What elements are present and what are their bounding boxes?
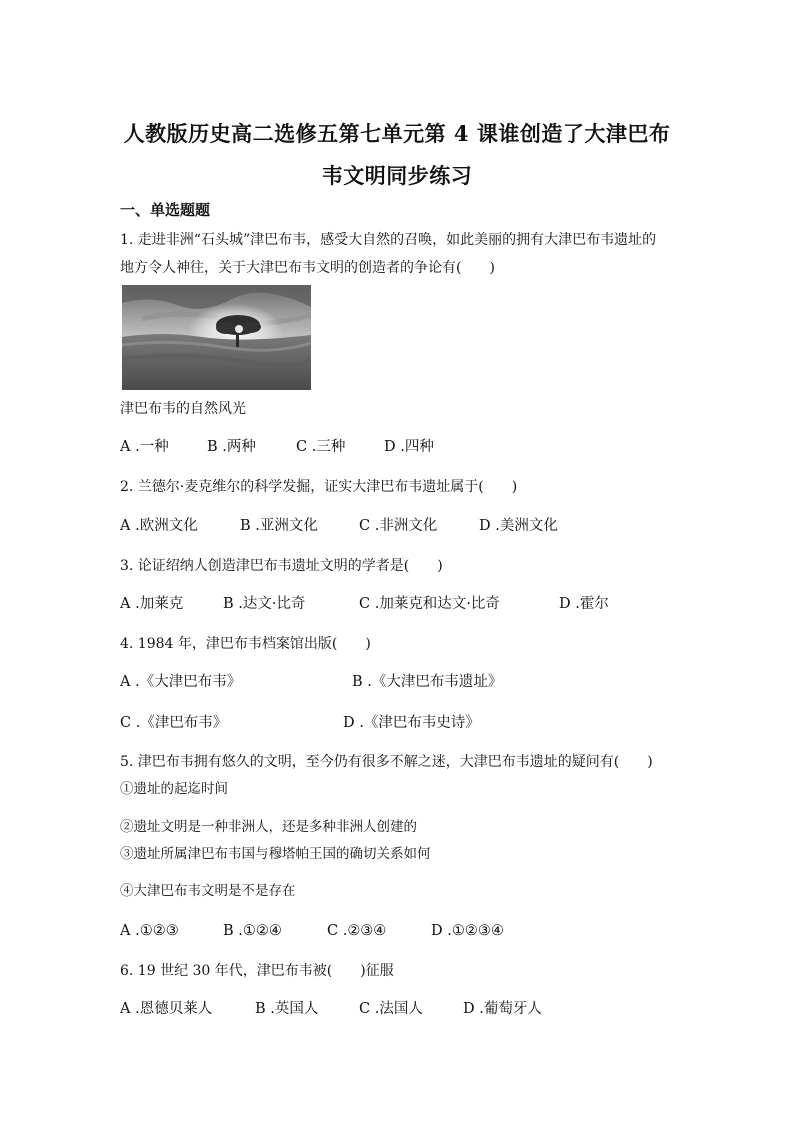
question-4-option-d: D .《津巴布韦史诗》 [343, 715, 480, 731]
question-5-item-1: ①遗址的起迄时间 [120, 781, 228, 797]
question-1-stem-line-2: 地方令人神往，关于大津巴布韦文明的创造者的争论有( ) [120, 260, 495, 276]
question-5-option-b: B .①②④ [223, 923, 282, 939]
question-5-option-c: C .②③④ [327, 923, 387, 939]
question-3-option-a: A .加莱克 [120, 596, 184, 612]
question-3-option-d: D .霍尔 [559, 596, 609, 612]
landscape-photo [122, 285, 311, 390]
question-1-stem-line-1: 1. 走进非洲“石头城”津巴布韦，感受大自然的召唤，如此美丽的拥有大津巴布韦遗址的 [120, 232, 657, 248]
question-2-option-c: C .非洲文化 [359, 518, 438, 534]
question-3-option-b: B .达文·比奇 [223, 596, 306, 612]
question-2-option-b: B .亚洲文化 [240, 518, 318, 534]
question-1-option-d: D .四种 [384, 439, 434, 455]
document-title-line-1: 人教版历史高二选修五第七单元第 4 课谁创造了大津巴布 [123, 121, 671, 146]
question-5-item-3: ③遗址所属津巴布韦国与穆塔帕王国的确切关系如何 [120, 846, 431, 862]
question-4-option-b: B .《大津巴布韦遗址》 [352, 674, 503, 690]
question-2-stem: 2. 兰德尔·麦克维尔的科学发掘，证实大津巴布韦遗址属于( ) [120, 479, 518, 495]
question-2-option-a: A .欧洲文化 [120, 518, 198, 534]
question-4-stem: 4. 1984 年，津巴布韦档案馆出版( ) [120, 636, 371, 652]
question-1-option-c: C .三种 [296, 439, 346, 455]
question-2-option-d: D .美洲文化 [479, 518, 558, 534]
question-5-stem: 5. 津巴布韦拥有悠久的文明，至今仍有很多不解之迷，大津巴布韦遗址的疑问有( ) [120, 754, 653, 770]
question-6-stem: 6. 19 世纪 30 年代，津巴布韦被( )征服 [120, 963, 394, 979]
question-4-option-c: C .《津巴布韦》 [120, 715, 228, 731]
question-6-option-b: B .英国人 [255, 1001, 319, 1017]
question-6-option-a: A .恩德贝莱人 [120, 1001, 213, 1017]
question-5-item-2: ②遗址文明是一种非洲人，还是多种非洲人创建的 [120, 819, 417, 835]
section-heading: 一、单选题题 [120, 201, 211, 219]
question-1-option-b: B .两种 [207, 439, 256, 455]
question-1-option-a: A .一种 [120, 439, 169, 455]
question-6-option-d: D .葡萄牙人 [463, 1001, 542, 1017]
question-6-option-c: C .法国人 [359, 1001, 423, 1017]
question-4-option-a: A .《大津巴布韦》 [120, 674, 242, 690]
question-3-stem: 3. 论证绍纳人创造津巴布韦遗址文明的学者是( ) [120, 558, 443, 574]
question-5-option-d: D .①②③④ [431, 923, 504, 939]
question-3-option-c: C .加莱克和达文·比奇 [359, 596, 500, 612]
question-5-item-4: ④大津巴布韦文明是不是存在 [120, 883, 296, 899]
question-5-option-a: A .①②③ [120, 923, 179, 939]
photo-caption: 津巴布韦的自然风光 [120, 401, 246, 417]
document-title-line-2: 韦文明同步练习 [321, 163, 473, 188]
